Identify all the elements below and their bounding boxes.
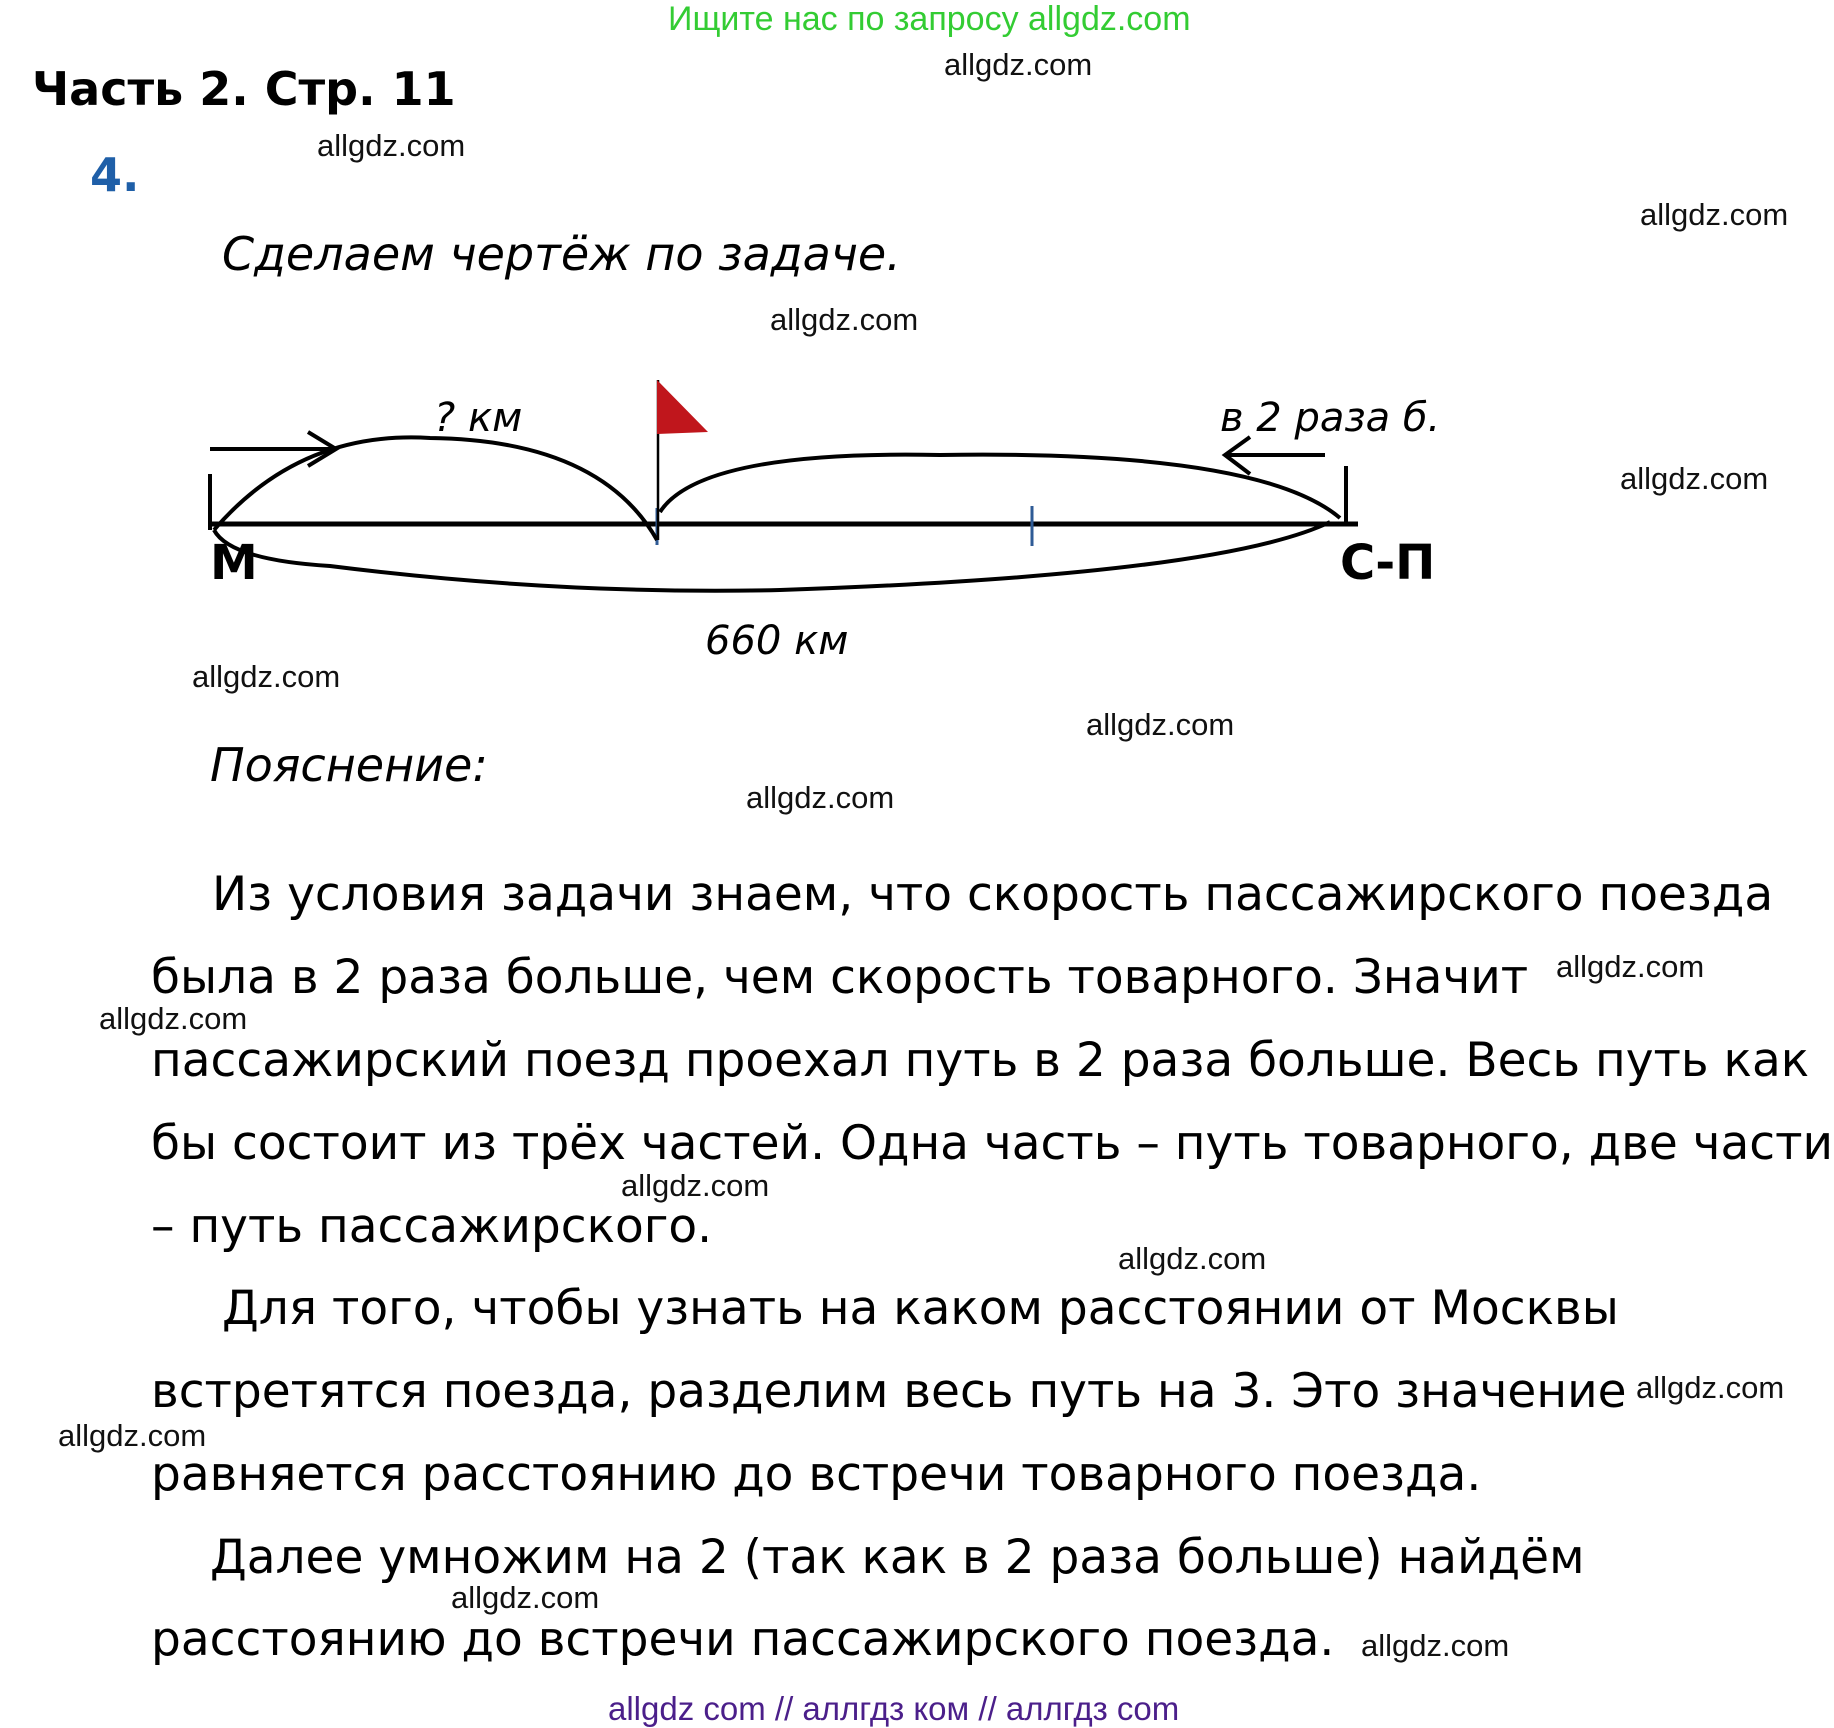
- paragraph-line: пассажирский поезд проехал путь в 2 раза больше. Весь путь как: [151, 1033, 1810, 1088]
- paragraph-line: встретятся поезда, разделим весь путь на 3. Это значение: [151, 1364, 1627, 1419]
- unknown-distance-label: ? км: [434, 395, 523, 441]
- footer-links: allgdz com // аллгдз ком // аллгдз com: [608, 1690, 1180, 1727]
- watermark: allgdz.com: [451, 1580, 600, 1615]
- search-banner: Ищите нас по запросу allgdz.com: [668, 0, 1191, 38]
- paragraph-line: Далее умножим на 2 (так как в 2 раза больше) найдём: [210, 1530, 1585, 1585]
- paragraph-line: была в 2 раза больше, чем скорость товарного. Значит: [151, 950, 1529, 1005]
- distance-diagram: [0, 0, 1834, 700]
- watermark: allgdz.com: [192, 659, 341, 694]
- watermark: allgdz.com: [1636, 1370, 1785, 1405]
- watermark: allgdz.com: [1620, 461, 1769, 496]
- watermark: allgdz.com: [1086, 707, 1235, 742]
- ratio-label: в 2 раза б.: [1220, 395, 1441, 441]
- paragraph-line: расстоянию до встречи пассажирского поезда.: [151, 1612, 1335, 1667]
- watermark: allgdz.com: [770, 302, 919, 337]
- intro-text: Сделаем чертёж по задаче.: [222, 227, 901, 281]
- flag-icon: [657, 380, 708, 434]
- paragraph-line: – путь пассажирского.: [151, 1199, 713, 1254]
- city-spb: С-П: [1340, 535, 1436, 591]
- watermark: allgdz.com: [746, 780, 895, 815]
- city-moscow: М: [210, 535, 258, 591]
- watermark: allgdz.com: [1361, 1628, 1510, 1663]
- paragraph-line: равняется расстоянию до встречи товарного поезда.: [151, 1447, 1482, 1502]
- watermark: allgdz.com: [1640, 197, 1789, 232]
- watermark: allgdz.com: [1556, 949, 1705, 984]
- paragraph-line: бы состоит из трёх частей. Одна часть – путь товарного, две части: [151, 1116, 1834, 1171]
- watermark: allgdz.com: [317, 128, 466, 163]
- task-number: 4.: [90, 148, 140, 202]
- explanation-title: Пояснение:: [210, 738, 488, 792]
- paragraph-line: Из условия задачи знаем, что скорость пассажирского поезда: [212, 867, 1774, 922]
- page-title: Часть 2. Стр. 11: [32, 62, 456, 116]
- watermark: allgdz.com: [944, 47, 1093, 82]
- watermark: allgdz.com: [1118, 1241, 1267, 1276]
- watermark: allgdz.com: [99, 1001, 248, 1036]
- total-distance-label: 660 км: [705, 618, 849, 664]
- watermark: allgdz.com: [621, 1168, 770, 1203]
- paragraph-line: Для того, чтобы узнать на каком расстоянии от Москвы: [222, 1281, 1619, 1336]
- watermark: allgdz.com: [58, 1418, 207, 1453]
